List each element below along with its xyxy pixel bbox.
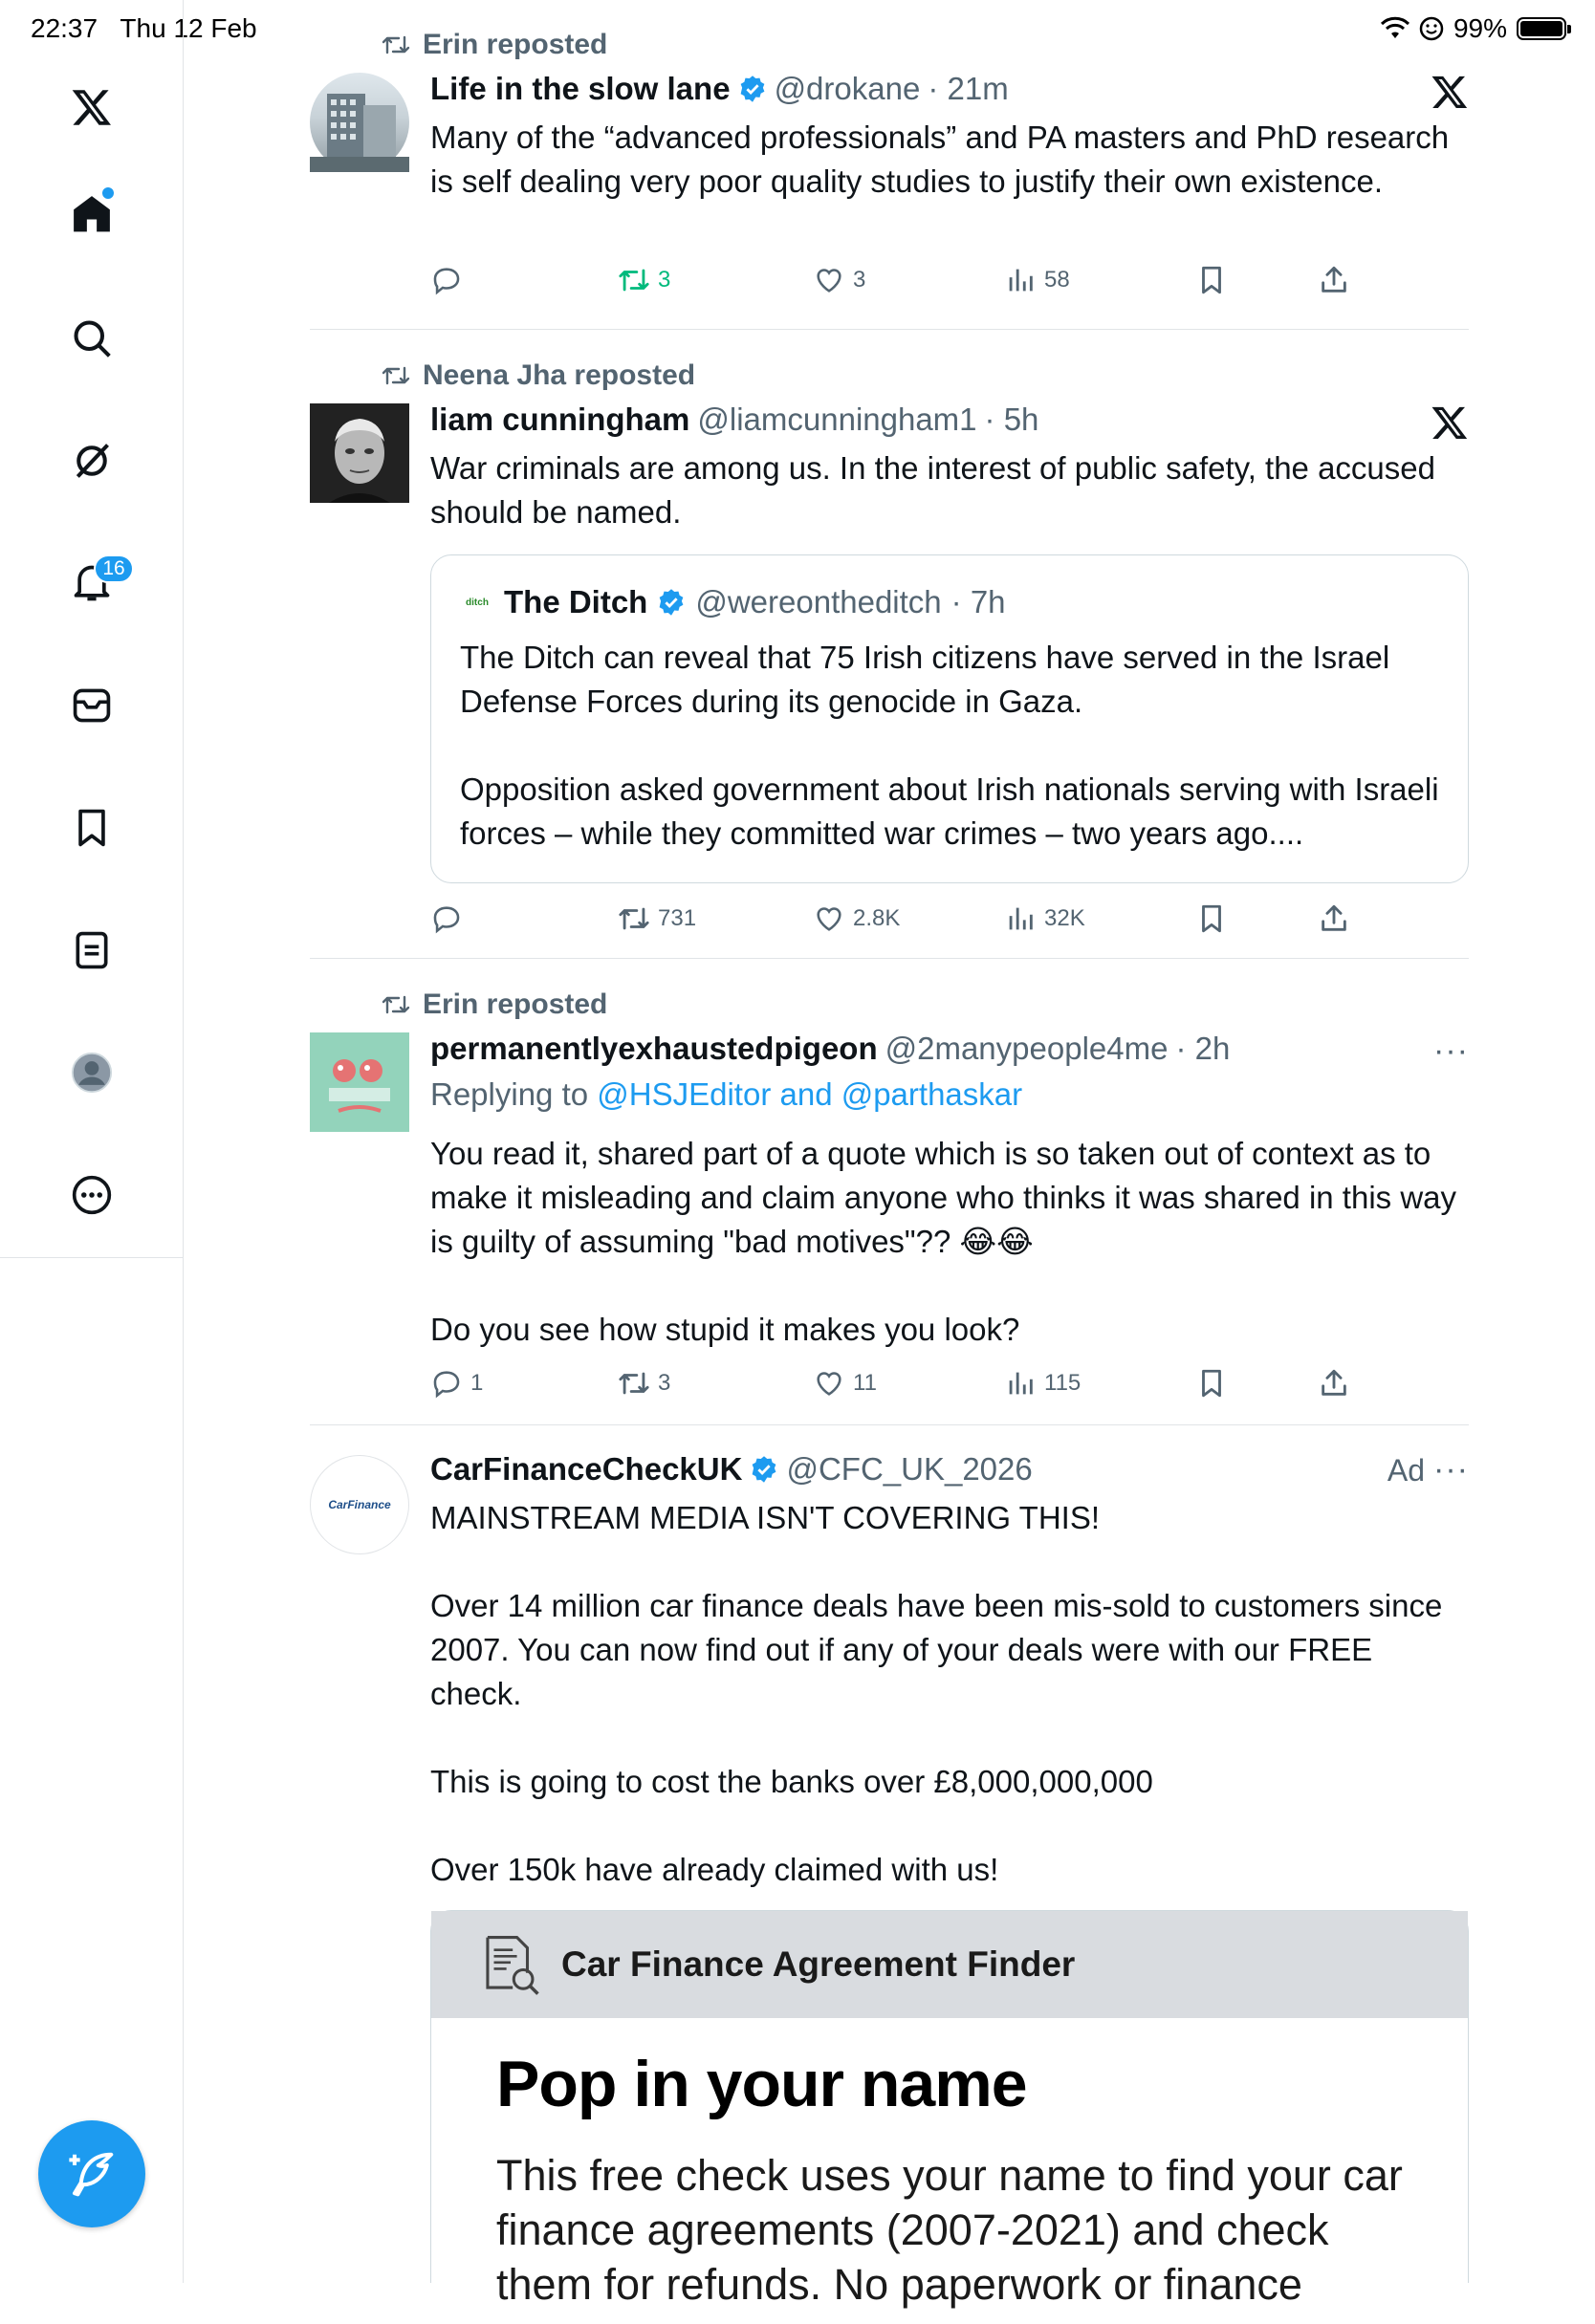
repost-indicator xyxy=(381,29,607,61)
post-card[interactable] xyxy=(310,983,1469,1423)
quoted-avatar[interactable]: ditch xyxy=(466,597,489,608)
share-icon xyxy=(1318,902,1350,935)
reply-count: 1 xyxy=(470,1370,484,1396)
post-divider xyxy=(310,958,1469,959)
quoted-post[interactable] xyxy=(430,554,1469,883)
bookmarks-icon[interactable] xyxy=(67,803,117,853)
post-text: Many of the “advanced professionals” and PA masters and PhD research is self dealing very poor quality studies to justify their own existence. xyxy=(430,119,1450,199)
like-button[interactable] xyxy=(813,264,865,296)
reply-prefix: Replying to xyxy=(430,1076,598,1112)
post-card[interactable] xyxy=(310,23,1469,310)
battery-icon xyxy=(1517,17,1566,40)
x-logo-icon xyxy=(1431,73,1469,111)
author-handle[interactable]: @liamcunningham1 xyxy=(697,402,977,437)
ad-card[interactable] xyxy=(430,1910,1469,2309)
views-button[interactable] xyxy=(1004,1367,1081,1400)
share-button[interactable] xyxy=(1318,902,1350,935)
post-actions xyxy=(430,902,1348,941)
avatar[interactable] xyxy=(310,1032,409,1132)
ad-card-header xyxy=(431,1911,1468,2018)
quoted-author-name[interactable]: The Ditch xyxy=(504,584,648,619)
avatar[interactable] xyxy=(310,73,409,172)
x-logo-icon xyxy=(1431,403,1469,442)
bookmark-icon xyxy=(1195,1367,1228,1400)
repost-button[interactable] xyxy=(618,1367,670,1400)
like-count: 11 xyxy=(853,1370,877,1396)
repost-by-label: Erin reposted xyxy=(423,988,608,1020)
heart-icon xyxy=(813,1367,845,1400)
views-chart-icon xyxy=(1004,1367,1037,1400)
reply-button[interactable] xyxy=(430,1367,483,1400)
more-menu-icon[interactable]: ··· xyxy=(1433,1032,1469,1069)
compose-feather-icon xyxy=(66,2148,118,2200)
repost-count: 3 xyxy=(658,267,671,293)
repost-button[interactable] xyxy=(618,264,670,296)
profile-avatar-icon[interactable] xyxy=(67,1048,117,1097)
quoted-post-header xyxy=(460,584,1006,620)
more-options-icon[interactable] xyxy=(67,1170,117,1220)
avatar[interactable] xyxy=(310,1455,409,1554)
post-time: · 5h xyxy=(984,402,1039,437)
author-handle[interactable]: @2manypeople4me xyxy=(885,1031,1169,1066)
repost-count: 3 xyxy=(658,1370,671,1396)
repost-icon xyxy=(618,264,650,296)
views-button[interactable] xyxy=(1004,264,1070,296)
verified-badge-icon xyxy=(750,1455,778,1484)
bookmark-button[interactable] xyxy=(1195,264,1228,296)
reply-button[interactable] xyxy=(430,264,470,296)
bookmark-button[interactable] xyxy=(1195,902,1228,935)
ad-card-text: This free check uses your name to find your car finance agreements (2007-2021) and check them for refunds. No paperwork or finance xyxy=(496,2151,1403,2309)
messages-icon[interactable] xyxy=(67,681,117,730)
author-name[interactable]: CarFinanceCheckUK xyxy=(430,1451,743,1487)
repost-by-label: Neena Jha reposted xyxy=(423,359,696,391)
repost-icon xyxy=(381,33,411,56)
like-count: 2.8K xyxy=(853,905,901,931)
post-text: You read it, shared part of a quote which is so taken out of context as to make it misleading and claim anyone who thinks it was shared in this way is guilty of assuming "bad motives"?? 😂😂 Do you see how stupid it makes you look? xyxy=(430,1136,1457,1347)
post-header xyxy=(430,1451,1033,1488)
compose-post-button[interactable] xyxy=(38,2120,145,2227)
post-card[interactable] xyxy=(310,354,1469,956)
like-button[interactable] xyxy=(813,902,900,935)
status-time: 22:37 Thu 12 Feb xyxy=(31,13,257,43)
ad-label: Ad xyxy=(1387,1453,1425,1488)
quoted-post-text: The Ditch can reveal that 75 Irish citizens have served in the Israel Defense Forces during its genocide in Gaza. Opposition asked government about Irish nationals serving with Israeli forces – while they committed war crimes – two years ago.... xyxy=(460,640,1439,851)
view-count: 115 xyxy=(1044,1370,1082,1396)
reply-icon xyxy=(430,902,463,935)
post-actions xyxy=(430,264,1348,302)
post-header xyxy=(430,402,1038,438)
repost-icon xyxy=(381,993,411,1016)
home-unread-dot xyxy=(102,187,114,199)
post-time: · 2h xyxy=(1175,1031,1231,1066)
repost-button[interactable] xyxy=(618,902,696,935)
repost-indicator xyxy=(381,359,695,392)
post-divider xyxy=(310,1424,1469,1425)
views-chart-icon xyxy=(1004,264,1037,296)
like-count: 3 xyxy=(853,267,866,293)
reply-mentions-link[interactable]: @HSJEditor and @parthaskar xyxy=(597,1076,1023,1112)
author-name[interactable]: permanentlyexhaustedpigeon xyxy=(430,1031,878,1066)
sidebar xyxy=(0,0,184,1258)
advertiser-logo-text: CarFinance xyxy=(328,1498,391,1511)
battery-percent: 99% xyxy=(1453,13,1507,43)
repost-by-label: Erin reposted xyxy=(423,29,608,60)
x-logo-icon[interactable] xyxy=(67,82,117,132)
ad-card-heading: Pop in your name xyxy=(496,2048,1027,2120)
view-count: 58 xyxy=(1044,267,1070,293)
author-name[interactable]: Life in the slow lane xyxy=(430,71,731,106)
post-header xyxy=(430,71,1009,107)
post-actions xyxy=(430,1367,1348,1405)
post-text: War criminals are among us. In the interest of public safety, the accused should be named. xyxy=(430,450,1435,530)
repost-icon xyxy=(618,1367,650,1400)
bookmark-icon xyxy=(1195,902,1228,935)
replying-to xyxy=(430,1076,1022,1113)
author-name[interactable]: liam cunningham xyxy=(430,402,690,437)
lists-icon[interactable] xyxy=(67,925,117,975)
quoted-author-handle[interactable]: @wereontheditch xyxy=(695,584,942,619)
more-menu-icon[interactable]: ··· xyxy=(1433,1451,1469,1488)
share-icon xyxy=(1318,264,1350,296)
repost-count: 731 xyxy=(658,905,697,931)
repost-icon xyxy=(381,364,411,387)
views-chart-icon xyxy=(1004,902,1037,935)
avatar[interactable] xyxy=(310,403,409,503)
verified-badge-icon xyxy=(738,75,767,103)
grok-icon[interactable] xyxy=(67,436,117,486)
post-header xyxy=(430,1031,1230,1067)
repost-indicator xyxy=(381,988,607,1021)
heart-icon xyxy=(813,902,845,935)
ad-card-title: Car Finance Agreement Finder xyxy=(561,1944,1076,1984)
post-divider xyxy=(310,329,1469,330)
ad-card-body xyxy=(431,2018,1468,2324)
notifications-badge: 16 xyxy=(94,554,134,583)
reply-icon xyxy=(430,264,463,296)
heart-icon xyxy=(813,264,845,296)
reply-icon xyxy=(430,1367,463,1400)
search-icon[interactable] xyxy=(67,314,117,363)
reply-button[interactable] xyxy=(430,902,470,935)
promoted-post-card[interactable] xyxy=(310,1444,1469,2309)
document-search-icon xyxy=(477,1931,544,1998)
views-button[interactable] xyxy=(1004,902,1085,935)
repost-icon xyxy=(618,902,650,935)
post-time: · 21m xyxy=(928,71,1009,106)
author-handle[interactable]: @drokane xyxy=(774,71,921,106)
share-button[interactable] xyxy=(1318,1367,1350,1400)
share-icon xyxy=(1318,1367,1350,1400)
like-button[interactable] xyxy=(813,1367,877,1400)
post-text: MAINSTREAM MEDIA ISN'T COVERING THIS! Over 14 million car finance deals have been mis-sold to customers since 2007. You can now find out if any of your deals were with our FREE check. This is going to cost the banks over £8,000,000,000 Over 150k have already claimed with us! xyxy=(430,1500,1443,1887)
bookmark-icon xyxy=(1195,264,1228,296)
bookmark-button[interactable] xyxy=(1195,1367,1228,1400)
share-button[interactable] xyxy=(1318,264,1350,296)
view-count: 32K xyxy=(1044,905,1085,931)
verified-badge-icon xyxy=(657,588,686,617)
quoted-post-time: · 7h xyxy=(950,584,1006,619)
author-handle[interactable]: @CFC_UK_2026 xyxy=(786,1451,1033,1487)
